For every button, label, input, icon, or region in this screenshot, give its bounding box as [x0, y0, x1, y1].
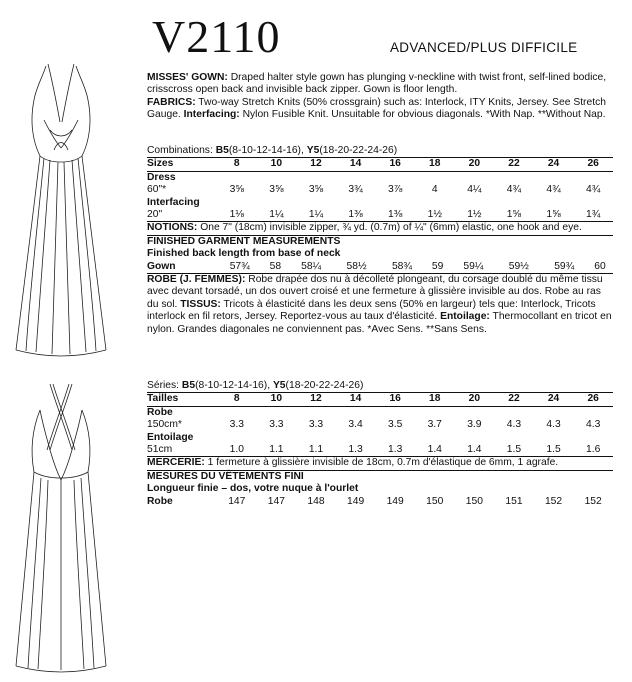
gown-finished-table [147, 261, 613, 274]
robe-fin-row: Robe 147 147 148 149 149 150 150 151 152 152 [147, 495, 602, 507]
french-yardage [147, 380, 613, 508]
gown-front-sketch-icon [6, 60, 118, 360]
fabrics-text: Two-way Stretch Knits (50% crossgrain) such as: Interlock, ITY Knits, Jersey. See Stretch Gauge. [147, 96, 606, 121]
pattern-number: V2110 [152, 11, 281, 62]
english-yardage-table [147, 157, 613, 222]
tailles-row: Tailles 8 10 12 14 16 18 20 22 24 26 [147, 393, 613, 406]
entoilage-row-label: Entoilage [147, 431, 194, 443]
dress-row: 60"* 3⅝ 3⅝ 3⅝ 3¾ 3⅞ 4 4¼ 4¾ 4¾ 4¾ [147, 184, 601, 196]
interfacing-label: Interfacing: [183, 109, 240, 121]
french-finished-title: MESURES DU VÊTEMENTS FINI [147, 470, 304, 482]
entoilage-row: 51cm 1.0 1.1 1.1 1.3 1.3 1.4 1.4 1.5 1.5 1.6 [147, 444, 613, 457]
difficulty-label: ADVANCED/PLUS DIFFICILE [390, 40, 578, 55]
notions: NOTIONS: One 7" (18cm) invisible zipper, ¾ yd. (0.7m) of ¼" (6mm) elastic, one hook and eye. [147, 222, 613, 235]
series-line: Séries: B5(8-10-12-14-16), Y5(18-20-22-24-26) [147, 380, 364, 391]
robe-label: Robe [147, 406, 173, 418]
sizes-row: Sizes 8 10 12 14 16 18 20 22 24 26 [147, 158, 613, 171]
combinations-line: Combinations: B5(8-10-12-14-16), Y5(18-20-22-24-26) [147, 145, 398, 156]
french-yardage-table [147, 392, 613, 457]
gown-description: Draped halter style gown has plunging v-neckline with twist front, self-lined bodice, crisscross open back and invisible back zipper. Gown is floor length. [147, 72, 607, 96]
finished-subtitle: Finished back length from base of neck [147, 248, 341, 260]
interfacing-text: Nylon Fusible Knit. Unsuitable for obvious diagonals. *With Nap. **Without Nap. [239, 109, 606, 121]
interfacing-row-label: Interfacing [147, 196, 200, 208]
french-finished-subtitle: Longueur finie – dos, votre nuque à l'ourlet [147, 483, 359, 495]
english-yardage [147, 145, 613, 336]
gown-back-sketch-icon [6, 380, 118, 676]
interfacing-row: 20" 1⅛ 1¼ 1¼ 1⅜ 1⅜ 1½ 1½ 1⅝ 1⅝ 1¾ [147, 209, 613, 222]
gown-title: MISSES' GOWN: [147, 72, 228, 83]
fabrics-label: FABRICS: [147, 96, 196, 108]
robe-finished-table [147, 496, 613, 508]
gown-row: Gown 57¾ 58 58¼ 58½ 58¾ 59 59¼ 59½ 59¾ 60 [147, 260, 606, 272]
finished-title: FINISHED GARMENT MEASUREMENTS [147, 235, 341, 247]
dress-label: Dress [147, 171, 176, 183]
french-description: ROBE (J. FEMMES): Robe drapée dos nu à décolleté plongeant, du corsage doublé du même tissu avec devant torsadé, un dos ouvert croisé et une fermeture à glissière invisible au dos. Robe au ras du sol. TISSUS: Tricots à élasticité dans les deux sens (50% en largeur) tels que: Interlock, Tricots interlock en fil retors, Jersey. Reportez-vous au taux d'élasticité. Entoilage: Thermocollant en tricot en nylon. Grandes diagonales ne conviennent pas. *Avec Sens. **Sans Sens. [147, 274, 612, 335]
english-description [147, 72, 613, 122]
robe-row: 150cm* 3.3 3.3 3.3 3.4 3.5 3.7 3.9 4.3 4.3 4.3 [147, 419, 601, 431]
mercerie: MERCERIE: 1 fermeture à glissière invisible de 18cm, 0.7m d'élastique de 6mm, 1 agrafe. [147, 457, 613, 470]
